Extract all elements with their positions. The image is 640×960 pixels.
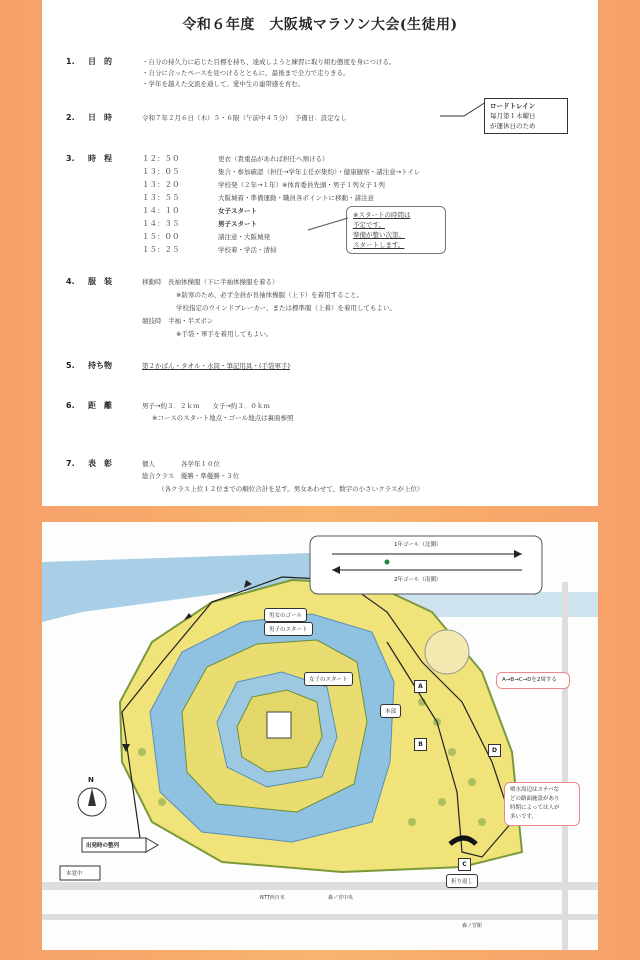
schedule-time: １３：５５ [142, 193, 180, 202]
schedule-activity: 男子スタート [218, 220, 257, 228]
distance-line-2: ※コースのスタート地点・ゴール地点は裏面参照 [152, 414, 294, 422]
section-belongings-heading: 5. 持ち物 [66, 361, 112, 370]
course-map-panel [42, 522, 598, 950]
goal-box-top-label: 1年ゴール（北側） [394, 542, 442, 548]
castle-tower [267, 712, 291, 738]
distance-line-1: 男子→約３．２ｋｍ 女子→約３．０ｋｍ [142, 402, 270, 410]
depart-label: 出発時の整列 [86, 843, 120, 849]
depart-arrow [146, 838, 158, 852]
clothing-line-5: ※手袋・軍手を着用してもよい。 [176, 330, 273, 338]
schedule-activity: 大阪城着・準備運動・職員各ポイントに移動・諸注意 [218, 194, 374, 202]
purpose-line-2: ・自分に合ったペースを見つけるとともに、最後まで全力で走りきる。 [142, 69, 350, 77]
road-east [562, 582, 568, 950]
road-label-2: 森ノ宮中央 [328, 895, 354, 901]
awards-line-2: 総合クラス 優勝・準優勝・３位 [142, 472, 240, 480]
schedule-time: １３：２０ [142, 180, 180, 189]
crowd-note: 噴水周辺はステバな どの路面施設があり 時期によっては人が 多いです。 [504, 782, 580, 826]
start-callout-pointer [306, 214, 350, 234]
road-label-1: NTT西日本 [260, 895, 285, 901]
compass-label: N [88, 776, 94, 784]
schedule-time: １５：００ [142, 232, 180, 241]
schedule-activity: 学校発（２年→１年）※体育委員先頭・男子１列女子１列 [218, 181, 385, 189]
section-clothing-heading: 4. 服 装 [66, 277, 112, 286]
schedule-activity: 女子スタート [218, 207, 257, 215]
document-panel [42, 0, 598, 506]
compass-icon [78, 788, 106, 816]
awards-line-1: 個人 各学年１０位 [142, 460, 220, 468]
section-datetime-heading: 2. 日 時 [66, 113, 112, 122]
schedule-time: １２：５０ [142, 154, 180, 163]
goal-label: 男女のゴール [264, 608, 307, 622]
road-train-callout: ロードトレイン 毎月第１木曜日 が運休日のため [484, 98, 568, 134]
road-bottom [42, 882, 598, 890]
schedule-activity: 集合・参加確認（担任→学年主任が集約）・健康観察・諸注意→トイレ [218, 168, 421, 176]
girls-start-label: 女子のスタート [304, 672, 353, 686]
goal-marker [385, 560, 390, 565]
awards-line-3: （各クラス上位１２位までの順位合計を足す。男女あわせて、数字の小さいクラスが上位） [158, 485, 424, 493]
checkpoint-a: A [414, 680, 427, 693]
route-note: A→B→C→Dを2周する [496, 672, 570, 689]
schedule-activity: 更衣（貴重品があれば担任へ預ける） [218, 155, 329, 163]
road-bottom-2 [42, 914, 598, 920]
boys-start-label: 男子のスタート [264, 622, 313, 636]
clothing-line-2: ※防寒のため、必ず全員が長袖体操服（上下）を着用すること。 [176, 291, 364, 299]
schedule-activity: 学校着・学活・清掃 [218, 246, 277, 254]
datetime-line: 令和７年２月６日（木）５・６限（午前中４５分） 予備日：設定なし [142, 114, 347, 122]
callout-pointer [438, 100, 488, 120]
clothing-line-1: 移動時 長袖体操服（下に半袖体操服を着る） [142, 278, 279, 286]
clothing-line-3: 学校指定のウインドブレーカー、または標準服（上着）を着用してもよい。 [176, 304, 396, 312]
purpose-line-3: ・学年を越えた交流を通して、愛中生の連帯感を育む。 [142, 80, 305, 88]
goal-box-bottom-label: 2年ゴール（南側） [394, 577, 442, 583]
clothing-line-4: 競技時 半袖・半ズボン [142, 317, 214, 325]
course-map [42, 522, 598, 950]
section-distance-heading: 6. 距 離 [66, 401, 112, 410]
corner-label: 折り返し [446, 874, 478, 888]
start-time-callout: ※スタートの時間は 予定です。 準備が整い次第、 スタートします。 [346, 206, 446, 254]
hall-circle [425, 630, 469, 674]
schedule-time: １４：３５ [142, 219, 180, 228]
belongings-line: 第２かばん・タオル・水筒・筆記用具・(手袋軍手) [142, 362, 291, 370]
section-purpose-heading: 1. 目 的 [66, 57, 112, 66]
checkpoint-c: C [458, 858, 471, 871]
section-schedule-heading: 3. 時 程 [66, 154, 112, 163]
schedule-activity: 諸注意・大阪城発 [218, 233, 270, 241]
school-label: 本覚中 [66, 871, 83, 877]
section-awards-heading: 7. 表 彰 [66, 459, 112, 468]
schedule-time: １４：１０ [142, 206, 180, 215]
purpose-line-1: ・自分の持久力に応じた目標を持ち、達成しようと練習に取り組む態度を身につける。 [142, 58, 396, 66]
hq-label: 本部 [380, 704, 401, 718]
checkpoint-d: D [488, 744, 501, 757]
road-label-3: 森ノ宮駅 [462, 923, 483, 929]
schedule-time: １３：０５ [142, 167, 180, 176]
document-title: 令和６年度 大阪城マラソン大会(生徒用) [182, 17, 458, 33]
checkpoint-b: B [414, 738, 427, 751]
schedule-time: １５：２５ [142, 245, 180, 254]
